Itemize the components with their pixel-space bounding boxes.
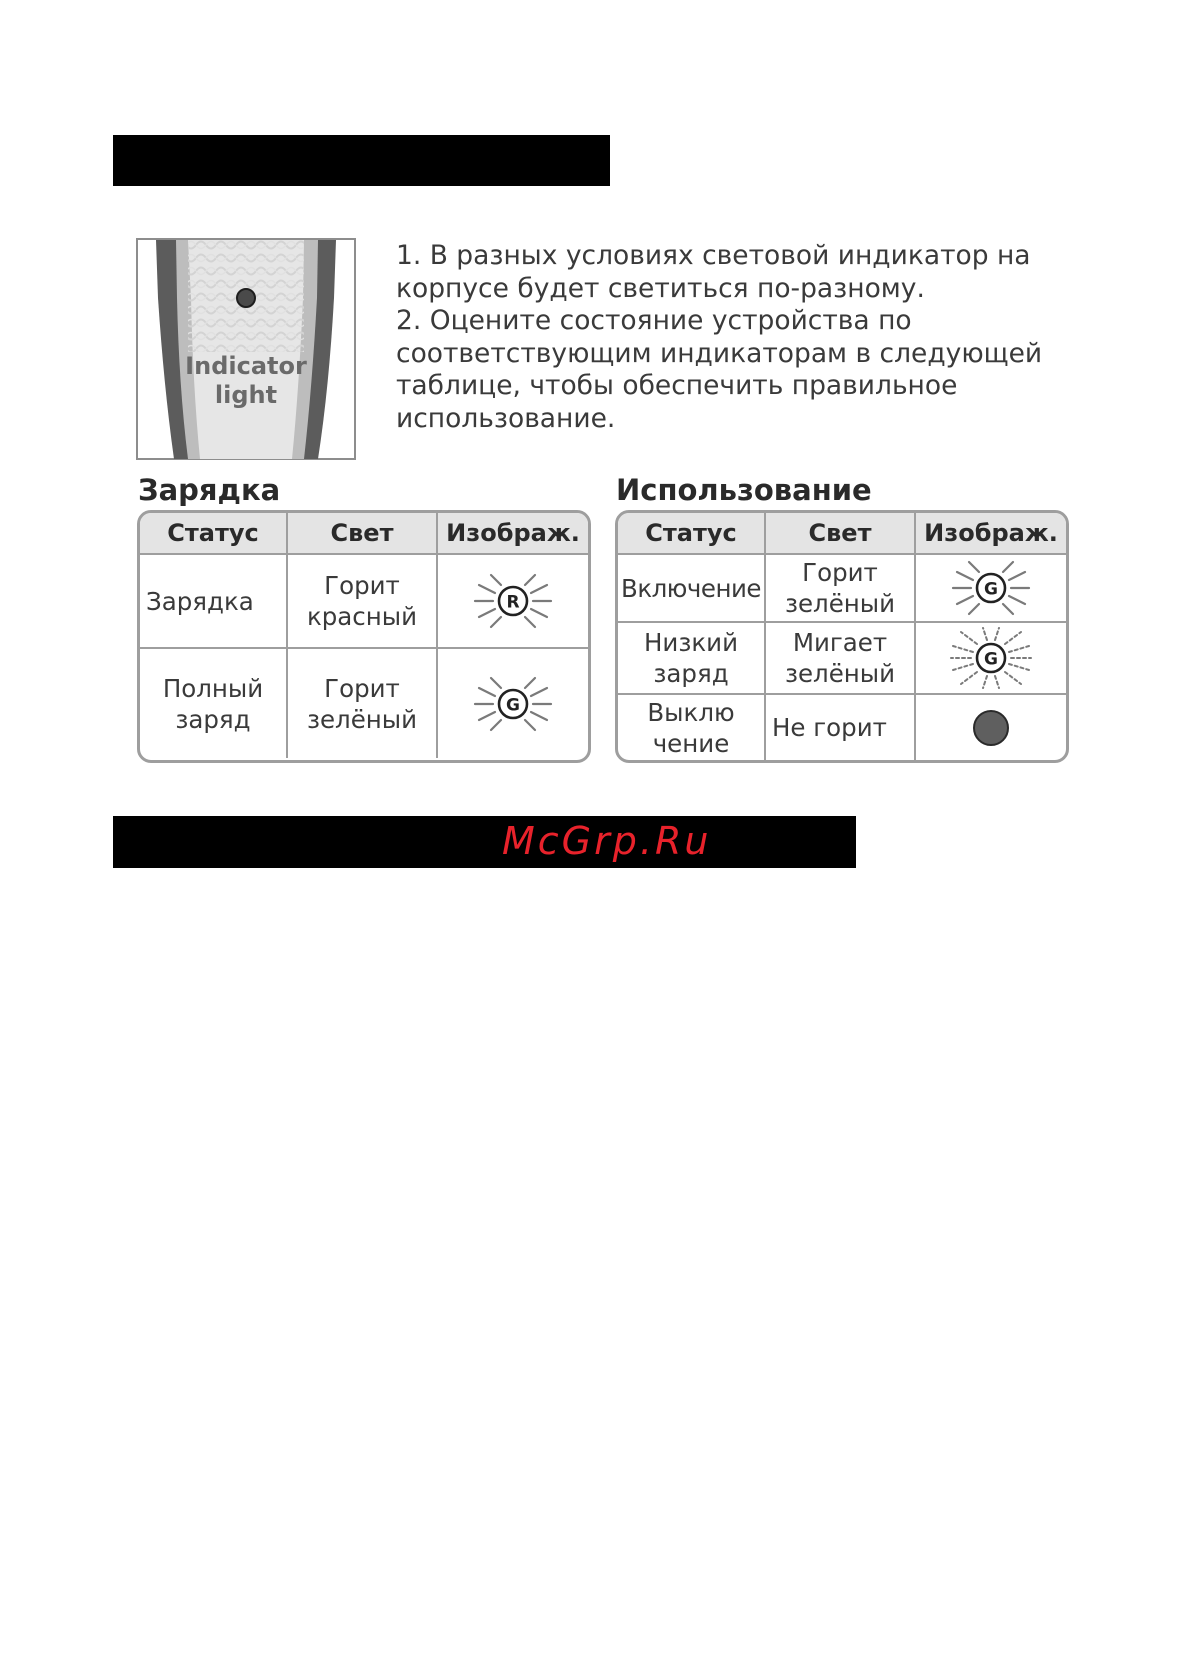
led-letter: G bbox=[984, 579, 998, 600]
light-text: Горит bbox=[324, 673, 400, 703]
light-cell bbox=[288, 555, 438, 647]
section-footer-bar bbox=[113, 816, 856, 868]
light-cell: Не горит bbox=[766, 695, 916, 760]
charging-table bbox=[137, 510, 591, 763]
header-image: Изображ. bbox=[924, 518, 1058, 547]
instructions-text bbox=[396, 240, 1076, 435]
usage-title: Использование bbox=[616, 473, 872, 507]
header-image: Изображ. bbox=[446, 518, 580, 547]
image-cell bbox=[438, 649, 588, 758]
light-text: зелёный bbox=[784, 589, 896, 618]
header-light: Свет bbox=[288, 513, 438, 553]
light-text: Горит bbox=[324, 571, 400, 600]
status-text: Низкий bbox=[643, 628, 739, 657]
light-text: Горит bbox=[802, 558, 878, 587]
table-header-row bbox=[140, 513, 588, 555]
header-status: Статус bbox=[140, 513, 288, 553]
status-cell: Включение bbox=[618, 555, 766, 621]
status-cell bbox=[618, 623, 766, 693]
led-green-glow-icon bbox=[949, 560, 1033, 616]
light-cell bbox=[288, 649, 438, 758]
charging-title: Зарядка bbox=[138, 473, 281, 507]
image-cell bbox=[916, 623, 1066, 693]
image-cell bbox=[916, 555, 1066, 621]
light-text: зелёный bbox=[306, 704, 418, 734]
led-letter: G bbox=[984, 649, 998, 670]
table-row bbox=[618, 555, 1066, 623]
status-text: Полный bbox=[162, 673, 264, 703]
header-status: Статус bbox=[618, 513, 766, 553]
light-cell bbox=[766, 623, 916, 693]
light-text: зелёный bbox=[784, 659, 896, 688]
usage-table bbox=[615, 510, 1069, 763]
led-letter: R bbox=[506, 592, 520, 613]
status-cell: Зарядка bbox=[140, 555, 288, 647]
instruction-line: 1. В разных условиях световой индикатор на bbox=[396, 240, 1031, 271]
instruction-line: корпусе будет светиться по-разному. bbox=[396, 272, 925, 304]
instruction-line: таблице, чтобы обеспечить правильное bbox=[396, 370, 958, 401]
status-text: Выклю bbox=[647, 697, 735, 727]
status-text: заряд bbox=[653, 659, 729, 688]
section-header-bar bbox=[113, 135, 610, 186]
watermark-text: McGrp.Ru bbox=[502, 819, 712, 863]
led-red-glow-icon bbox=[471, 573, 555, 629]
status-cell bbox=[140, 649, 288, 758]
status-cell bbox=[618, 695, 766, 760]
indicator-label-line2: light bbox=[214, 381, 278, 409]
table-row bbox=[140, 555, 588, 649]
table-header-row bbox=[618, 513, 1066, 555]
led-green-blinking-icon bbox=[949, 627, 1033, 689]
instruction-line: соответствующим индикаторам в следующей bbox=[396, 337, 1043, 369]
image-cell bbox=[438, 555, 588, 647]
led-off-icon bbox=[971, 708, 1011, 748]
light-text: Мигает bbox=[792, 628, 888, 657]
image-cell bbox=[916, 695, 1066, 760]
led-green-glow-icon bbox=[471, 676, 555, 732]
light-text: красный bbox=[306, 602, 418, 631]
status-text: чение bbox=[652, 728, 730, 758]
led-letter: G bbox=[506, 695, 520, 715]
device-indicator-figure bbox=[136, 238, 356, 460]
instruction-line: использование. bbox=[396, 402, 616, 434]
table-row bbox=[618, 695, 1066, 760]
instruction-line: 2. Оцените состояние устройства по bbox=[396, 305, 912, 336]
table-row bbox=[140, 649, 588, 758]
status-text: заряд bbox=[175, 704, 251, 734]
table-row bbox=[618, 623, 1066, 695]
light-cell bbox=[766, 555, 916, 621]
header-light: Свет bbox=[766, 513, 916, 553]
indicator-label-line1: Indicator bbox=[185, 352, 307, 380]
